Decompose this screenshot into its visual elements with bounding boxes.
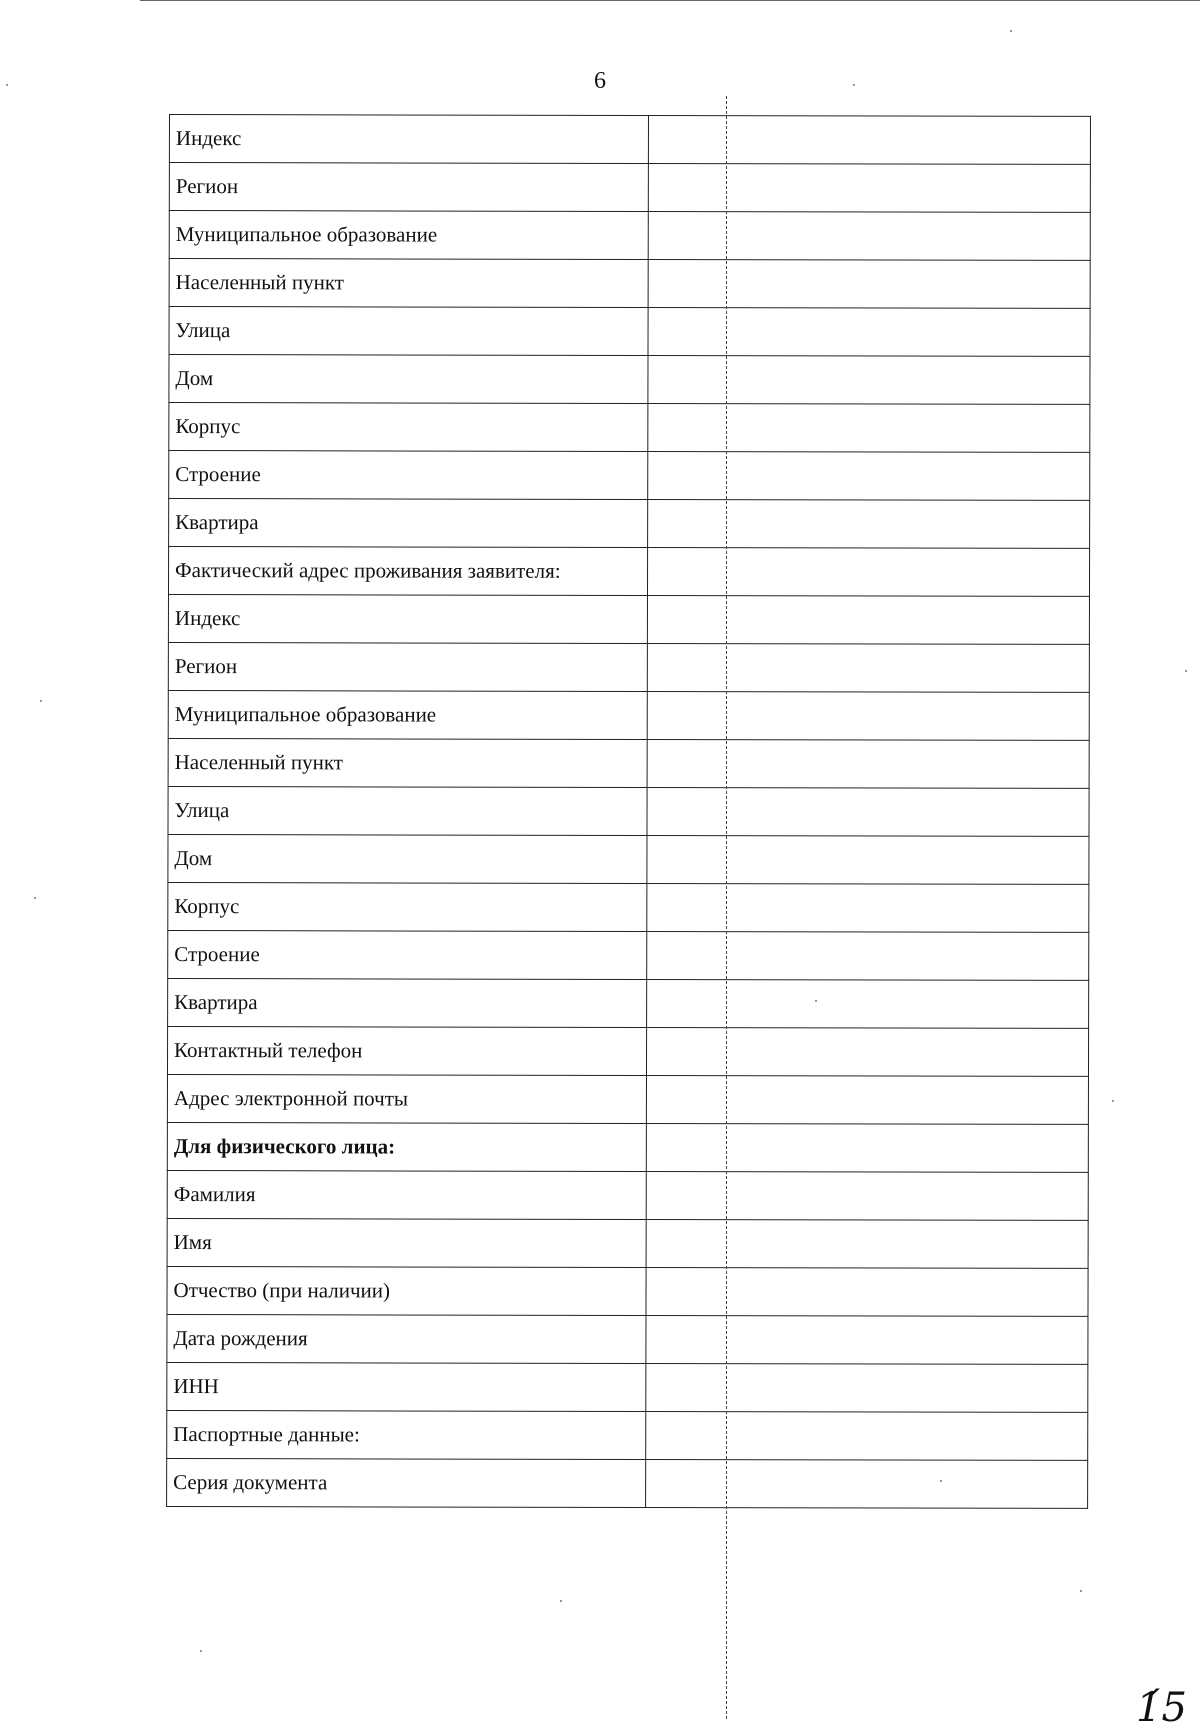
field-value-cell[interactable] (648, 260, 1090, 309)
form-row (169, 115, 1090, 165)
form-row (168, 738, 1089, 788)
form-row (168, 642, 1089, 692)
form-row (168, 786, 1089, 836)
field-label: Регион (168, 642, 647, 691)
field-label: Фактический адрес проживания заявителя: (168, 547, 647, 596)
field-label: Паспортные данные: (167, 1410, 646, 1459)
form-row (169, 355, 1090, 405)
field-label: Муниципальное образование (168, 690, 647, 739)
field-value-cell[interactable] (646, 1172, 1088, 1221)
field-value-cell[interactable] (648, 356, 1090, 405)
handwritten-page-mark: 1́5 (1136, 1685, 1187, 1731)
form-row (167, 1458, 1088, 1508)
field-value-cell[interactable] (647, 596, 1089, 645)
field-label: Адрес электронной почты (167, 1074, 646, 1123)
form-row (169, 451, 1090, 501)
field-label: Населенный пункт (169, 259, 648, 308)
form-row (167, 1170, 1088, 1220)
field-value-cell[interactable] (648, 212, 1090, 261)
field-label: Индекс (168, 595, 647, 644)
form-row (167, 1026, 1088, 1076)
field-value-cell[interactable] (646, 1460, 1088, 1509)
form-row (167, 1122, 1088, 1172)
field-label: Для физического лица: (167, 1122, 646, 1171)
field-value-cell[interactable] (646, 1124, 1088, 1173)
applicant-form-table (166, 114, 1091, 1509)
field-label: Корпус (168, 882, 647, 931)
field-value-cell[interactable] (647, 884, 1089, 933)
field-value-cell[interactable] (646, 1028, 1088, 1077)
field-label: Контактный телефон (167, 1026, 646, 1075)
field-value-cell[interactable] (647, 836, 1089, 885)
field-value-cell[interactable] (647, 644, 1089, 693)
form-row (167, 1074, 1088, 1124)
field-label: Корпус (169, 403, 648, 452)
field-label: ИНН (167, 1362, 646, 1411)
field-value-cell[interactable] (646, 1316, 1088, 1365)
field-value-cell[interactable] (648, 500, 1090, 549)
form-row (169, 307, 1090, 357)
field-value-cell[interactable] (648, 308, 1090, 357)
field-value-cell[interactable] (648, 452, 1090, 501)
form-row (168, 882, 1089, 932)
field-label: Улица (169, 307, 648, 356)
form-row (168, 595, 1089, 645)
field-value-cell[interactable] (646, 1220, 1088, 1269)
form-row (167, 1410, 1088, 1460)
form-row (169, 211, 1090, 261)
form-row (169, 163, 1090, 213)
form-row (168, 834, 1089, 884)
field-value-cell[interactable] (646, 1268, 1088, 1317)
field-label: Квартира (169, 499, 648, 548)
field-value-cell[interactable] (648, 404, 1090, 453)
form-row (169, 499, 1090, 549)
field-label: Серия документа (167, 1458, 646, 1507)
form-row (168, 547, 1089, 597)
field-label: Дом (169, 355, 648, 404)
form-row (168, 930, 1089, 980)
field-value-cell[interactable] (647, 788, 1089, 837)
field-value-cell[interactable] (646, 1412, 1088, 1461)
form-row (167, 1218, 1088, 1268)
field-label: Дом (168, 834, 647, 883)
form-row (167, 1362, 1088, 1412)
field-value-cell[interactable] (647, 692, 1089, 741)
field-label: Дата рождения (167, 1314, 646, 1363)
field-value-cell[interactable] (647, 980, 1089, 1029)
field-label: Улица (168, 786, 647, 835)
field-value-cell[interactable] (648, 116, 1090, 165)
field-label: Квартира (168, 978, 647, 1027)
field-label: Отчество (при наличии) (167, 1266, 646, 1315)
fold-line (726, 96, 727, 1719)
page-number: 6 (594, 68, 606, 94)
form-row (169, 403, 1090, 453)
form-row (169, 259, 1090, 309)
field-label: Строение (168, 930, 647, 979)
field-label: Регион (169, 163, 648, 212)
field-label: Муниципальное образование (169, 211, 648, 260)
field-label: Имя (167, 1218, 646, 1267)
form-row (168, 978, 1089, 1028)
field-value-cell[interactable] (646, 1364, 1088, 1413)
scan-edge-line (140, 0, 1200, 1)
field-value-cell[interactable] (647, 740, 1089, 789)
form-row (167, 1266, 1088, 1316)
form-row (167, 1314, 1088, 1364)
field-value-cell[interactable] (646, 1076, 1088, 1125)
field-value-cell[interactable] (647, 932, 1089, 981)
field-label: Индекс (169, 115, 648, 164)
field-label: Строение (169, 451, 648, 500)
field-value-cell[interactable] (647, 548, 1089, 597)
field-label: Населенный пункт (168, 738, 647, 787)
form-row (168, 690, 1089, 740)
field-label: Фамилия (167, 1170, 646, 1219)
field-value-cell[interactable] (648, 164, 1090, 213)
